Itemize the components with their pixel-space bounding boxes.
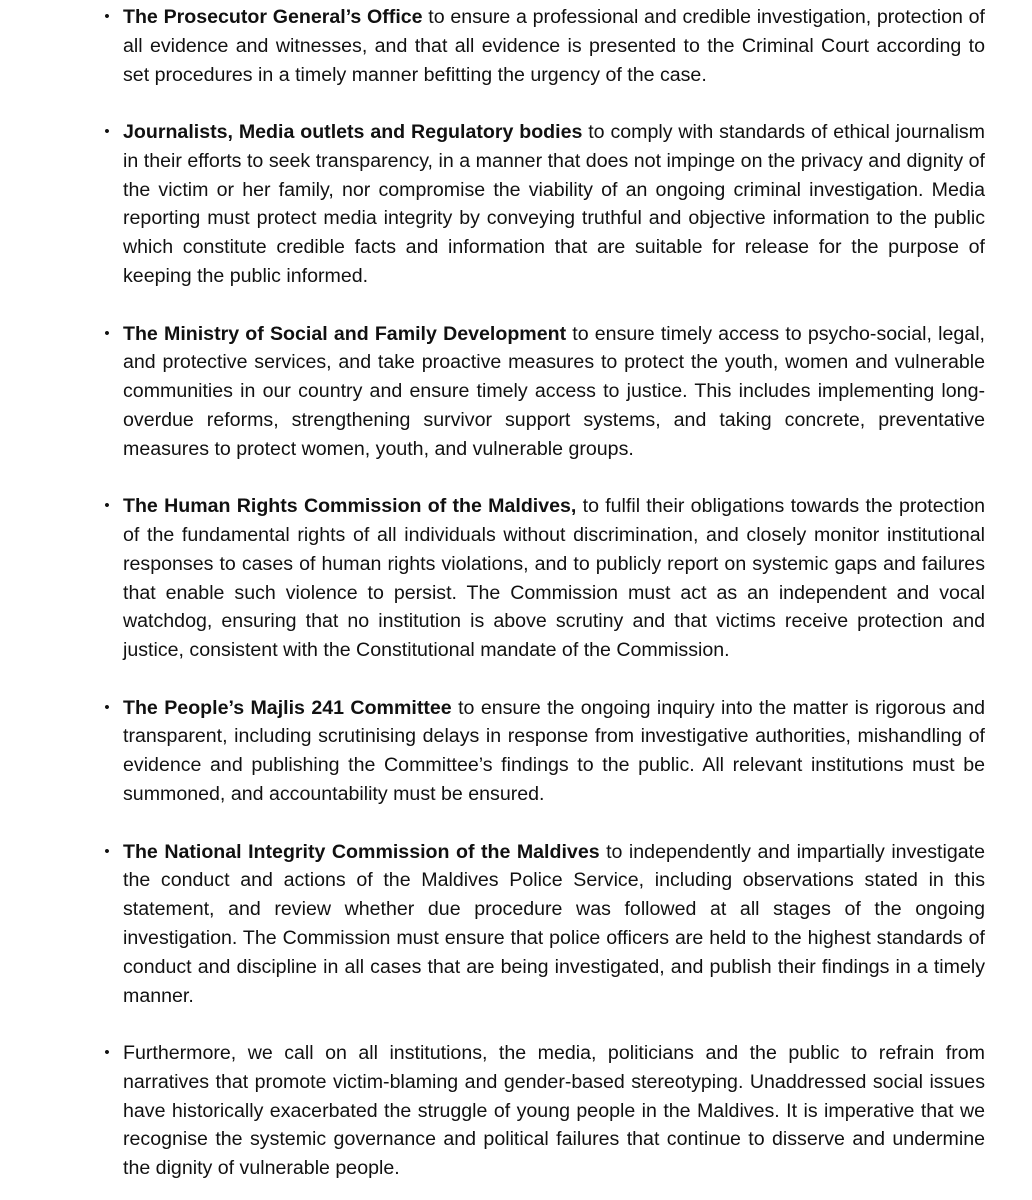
list-item-majlis-committee [0,694,985,809]
bullet: • [104,1044,110,1062]
bullet: • [104,698,110,716]
item-text: to ensure the ongoing inquiry into the matter is rigorous and transparent, including scrutinising delays in response from investigative authorities, mishandling of evidence and publishing the Committee’s findings to the public. All relevant institutions must be summoned, and accountability must be ensured. [123,696,986,806]
item-lead: The National Integrity Commission of the Maldives [123,840,600,863]
list-item-integrity-commission [0,838,985,1011]
bullet: • [104,842,110,860]
statement-document [0,3,1032,1183]
list-item-journalists-media [0,118,985,291]
item-text: to comply with standards of ethical journalism in their efforts to seek transparency, in a manner that does not impinge on the privacy and dignity of the victim or her family, nor compromise the viability of an ongoing criminal investigation. Media reporting must protect media integrity by conveying truthful and objective information to the public which constitute credible facts and information that are suitable for release for the purpose of keeping the public informed. [123,121,985,288]
bullet: • [104,8,110,25]
bullet: • [104,123,110,141]
list-item-furthermore [0,1039,985,1183]
bullet: • [104,497,110,515]
list-item-human-rights-commission [0,492,985,665]
item-lead: The Human Rights Commission of the Maldives, [123,495,577,518]
item-text: Furthermore, we call on all institutions, the media, politicians and the public to refrain from narratives that promote victim-blaming and gender-based stereotyping. Unaddressed social issues have historically exacerbated the struggle of young people in the Maldives. It is imperative that we recognise the systemic governance and political failures that continue to disserve and undermine the dignity of vulnerable people. [123,1042,985,1180]
list-item-prosecutor-general [0,3,985,89]
bullet: • [104,324,110,342]
item-text: to ensure timely access to psycho-social, legal, and protective services, and take proactive measures to protect the youth, women and vulnerable communities in our country and ensure timely access to justice. This includes implementing long-overdue reforms, strengthening survivor support systems, and taking concrete, preventative measures to protect women, youth, and vulnerable groups. [123,322,985,460]
item-lead: The Prosecutor General’s Office [123,6,423,28]
list-item-social-family-ministry [0,320,985,464]
item-lead: The People’s Majlis 241 Committee [123,696,452,719]
item-lead: The Ministry of Social and Family Development [123,322,567,345]
item-lead: Journalists, Media outlets and Regulatory bodies [123,121,583,144]
item-text: to ensure a professional and credible investigation, protection of all evidence and witnesses, and that all evidence is presented to the Criminal Court according to set procedures in a timely manner befitting the urgency of the case. [123,6,986,86]
item-text: to independently and impartially investigate the conduct and actions of the Maldives Police Service, including observations stated in this statement, and review whether due procedure was followed at all stages of the ongoing investigation. The Commission must ensure that police officers are held to the highest standards of conduct and discipline in all cases that are being investigated, and publish their findings in a timely manner. [123,840,985,1007]
item-text: to fulfil their obligations towards the protection of the fundamental rights of all individuals without discrimination, and closely monitor institutional responses to cases of human rights violations, and to publicly report on systemic gaps and failures that enable such violence to persist. The Commission must act as an independent and vocal watchdog, ensuring that no institution is above scrutiny and that victims receive protection and justice, consistent with the Constitutional mandate of the Commission. [123,495,985,662]
